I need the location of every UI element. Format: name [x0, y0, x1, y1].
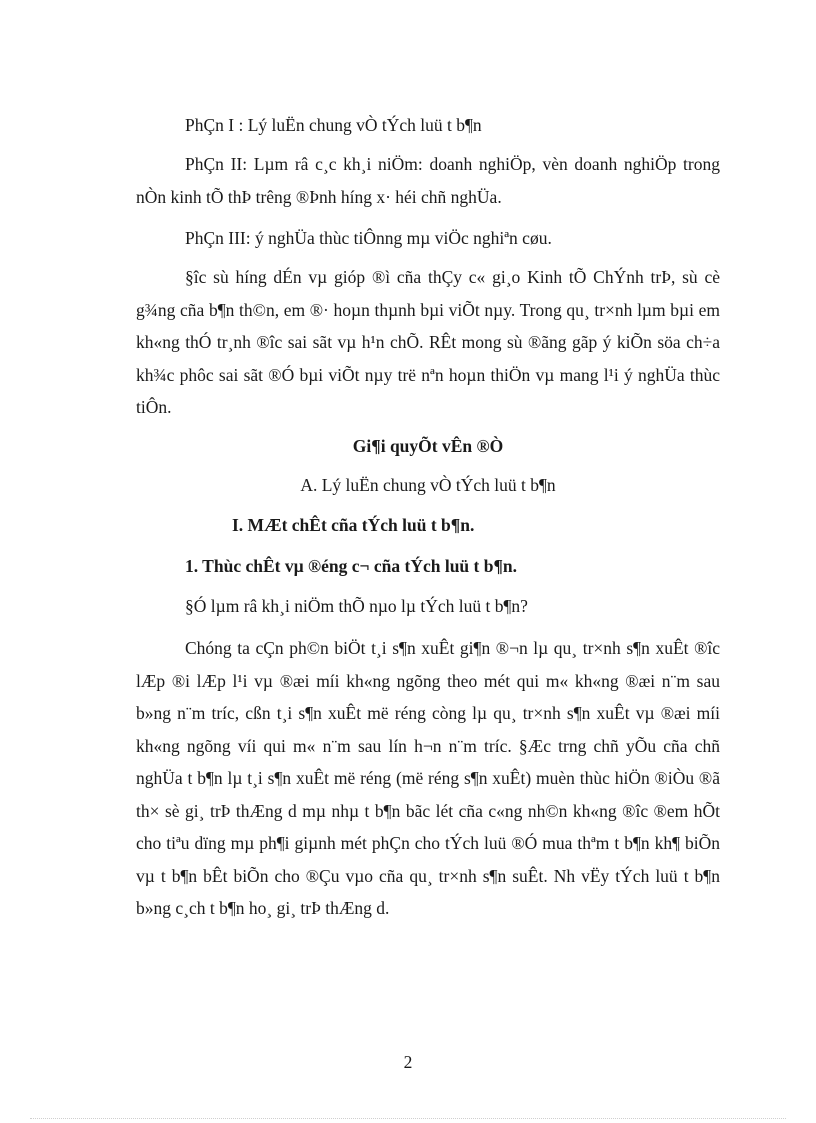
page-number: 2: [403, 1052, 413, 1072]
paragraph-main-body: Chóng ta cÇn ph©n biÖt t¸i s¶n xuÊt gi¶n ®¬n lµ qu¸ tr×nh s¶n xuÊt ®îc lÆp ®i lÆp l¹i vµ ®æi míi kh«ng ngõng theo mét qui m« kh«ng ®æi n¨m sau b»ng n¨m tríc, cßn t¸i s¶n xuÊt më réng còng lµ qu¸ tr×nh s¶n xuÊt vµ ®æi míi kh«ng ngõng víi qui m« n¨m sau lín h¬n n¨m tríc. §Æc trng chñ yÕu cña chñ nghÜa t b¶n lµ t¸i s¶n xuÊt më réng (më réng s¶n xuÊt) muèn thùc hiÖn ®iÒu ®ã th× sè gi¸ trÞ thÆng d mµ nhµ t b¶n bãc lét cña c«ng nh©n kh«ng ®îc ®em hÕt cho tiªu dïng mµ ph¶i giµnh mét phÇn cho tÝch luü ®Ó mua thªm t b¶n kh¶ biÕn vµ t b¶n bÊt biÕn cho ®Çu vµo cña qu¸ tr×nh s¶n suÊt. Nh vËy tÝch luü t b¶n b»ng c¸ch t b¶n ho¸ gi¸ trÞ thÆng d.: [136, 638, 720, 918]
page-bottom-divider: [30, 1118, 786, 1119]
heading-section-a: A. Lý luËn chung vÒ tÝch luü t b¶n: [300, 475, 556, 495]
heading-section-i: I. MÆt chÊt cña tÝch luü t b¶n.: [232, 515, 475, 535]
paragraph-part-1: PhÇn I : Lý luËn chung vÒ tÝch luü t b¶n: [185, 115, 482, 135]
heading-subsection-1: 1. Thùc chÊt vµ ®éng c¬ cña tÝch luü t b¶n.: [185, 556, 518, 576]
heading-main: Gi¶i quyÕt vÊn ®Ò: [352, 436, 504, 456]
paragraph-acknowledgement: §îc sù híng dÉn vµ gióp ®ì cña thÇy c« gi¸o Kinh tÕ ChÝnh trÞ, sù cè g¾ng cña b¶n th©n, em ®· hoµn thµnh bµi viÕt nµy. Trong qu¸ tr×nh lµm bµi em kh«ng thÓ tr¸nh ®îc sai sãt vµ h¹n chÕ. RÊt mong sù ®ãng gãp ý kiÕn söa ch÷a kh¾c phôc sai sãt ®Ó bµi viÕt nµy trë nªn hoµn thiÖn vµ mang l¹i ý nghÜa thùc tiÔn.: [136, 267, 720, 417]
paragraph-part-3: PhÇn III: ý nghÜa thùc tiÔnng mµ viÖc nghiªn cøu.: [185, 228, 552, 248]
paragraph-question: §Ó lµm râ kh¸i niÖm thÕ nµo lµ tÝch luü t b¶n?: [185, 596, 528, 616]
paragraph-part-2: PhÇn II: Lµm râ c¸c kh¸i niÖm: doanh nghiÖp, vèn doanh nghiÖp trong nÒn kinh tÕ thÞ trêng ®Þnh híng x· héi chñ nghÜa.: [136, 154, 720, 207]
